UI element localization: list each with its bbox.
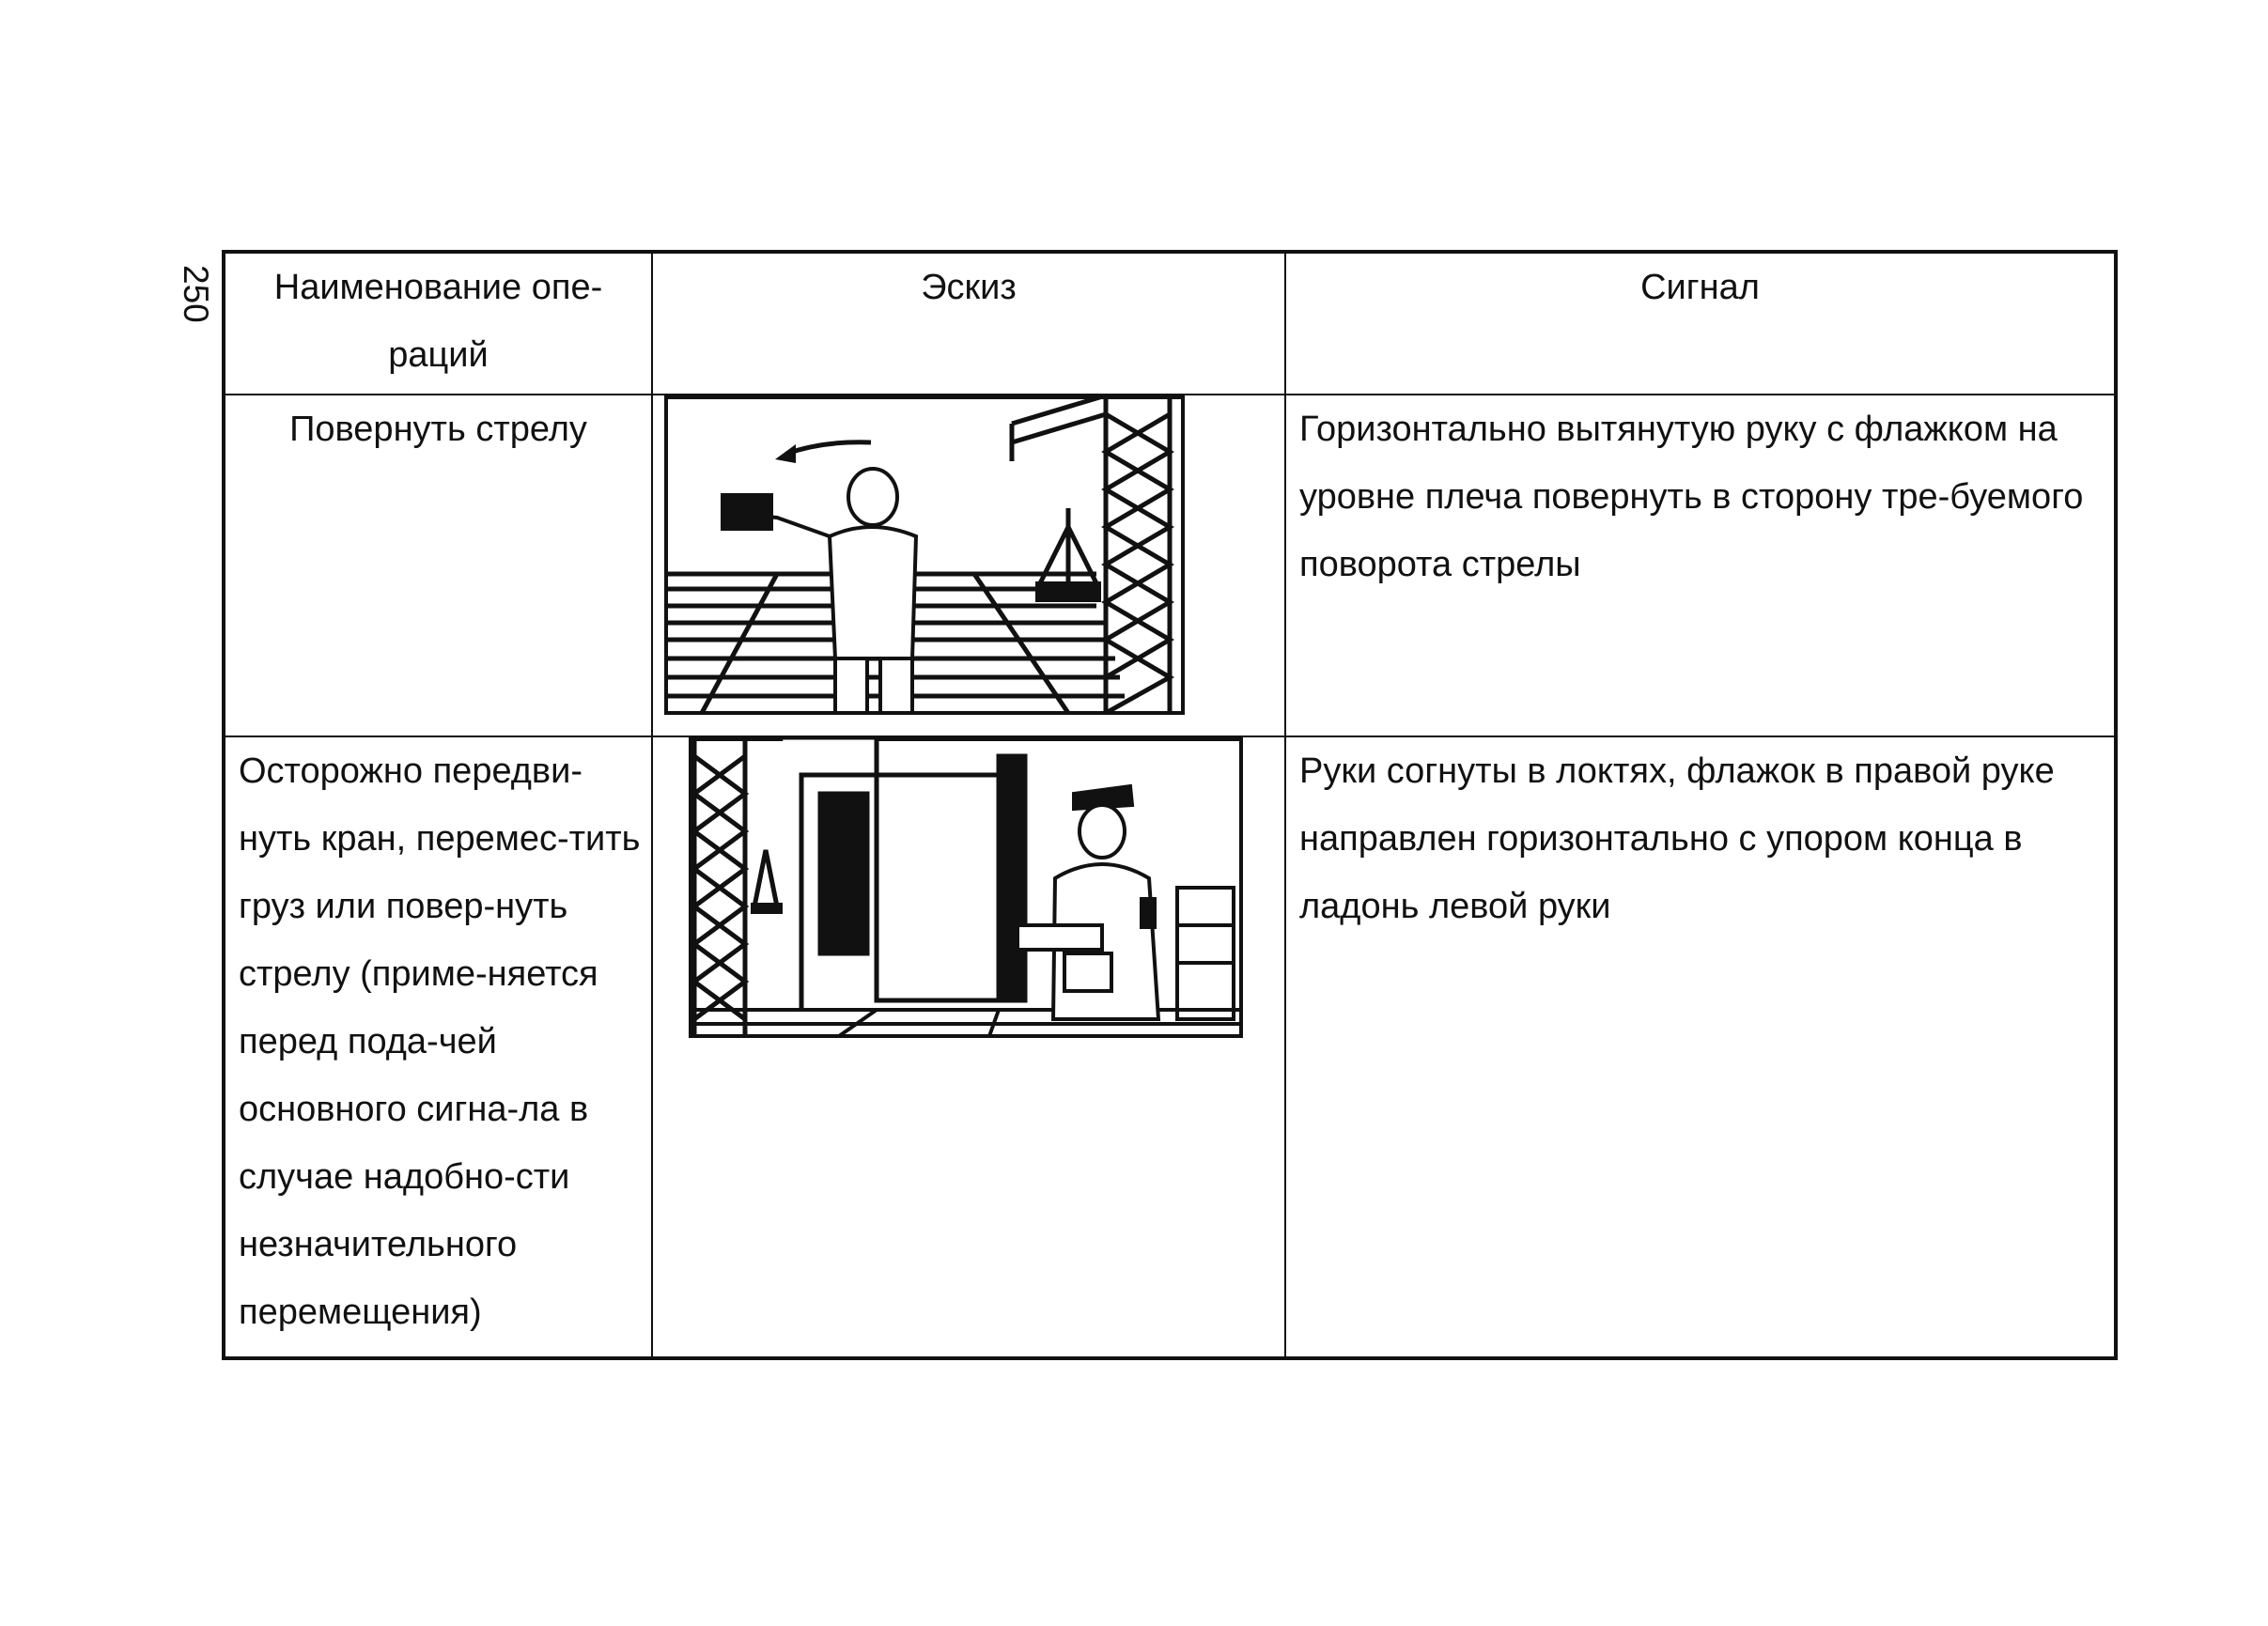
row2-signal: Руки согнуты в локтях, флажок в правой руке направлен горизонтально с упором конца в ладонь левой руки — [1299, 751, 2055, 926]
header-operation — [224, 252, 652, 395]
row1-sketch-cell — [652, 395, 1285, 736]
header-sketch-label: Эскиз — [921, 268, 1017, 307]
table-row — [224, 736, 2116, 1358]
row2-sketch-cell — [652, 736, 1285, 1358]
row1-operation-cell — [224, 395, 652, 736]
row1-operation: Повернуть стрелу — [289, 410, 587, 449]
sketch-rotate-boom — [664, 395, 1185, 715]
crane-signals-table — [222, 250, 2118, 1360]
sketch-careful-move — [689, 737, 1243, 1038]
row1-signal-cell — [1285, 395, 2116, 736]
row2-signal-cell — [1285, 736, 2116, 1358]
header-sketch — [652, 252, 1285, 395]
header-signal — [1285, 252, 2116, 395]
header-operation-label: Наименование опе- раций — [273, 268, 603, 375]
table-header-row — [224, 252, 2116, 395]
row2-operation-cell — [224, 736, 652, 1358]
page-number: 250 — [177, 265, 215, 323]
header-signal-label: Сигнал — [1640, 268, 1760, 307]
row2-operation: Осторожно передви-нуть кран, перемес-тить груз или повер-нуть стрелу (приме-няется перед пода-чей основного сигна-ла в случае надобно-сти незначительного перемещения) — [239, 751, 641, 1332]
table-row — [224, 395, 2116, 736]
row1-signal: Горизонтально вытянутую руку с флажком на уровне плеча повернуть в сторону тре-буемого поворота стрелы — [1299, 410, 2084, 584]
